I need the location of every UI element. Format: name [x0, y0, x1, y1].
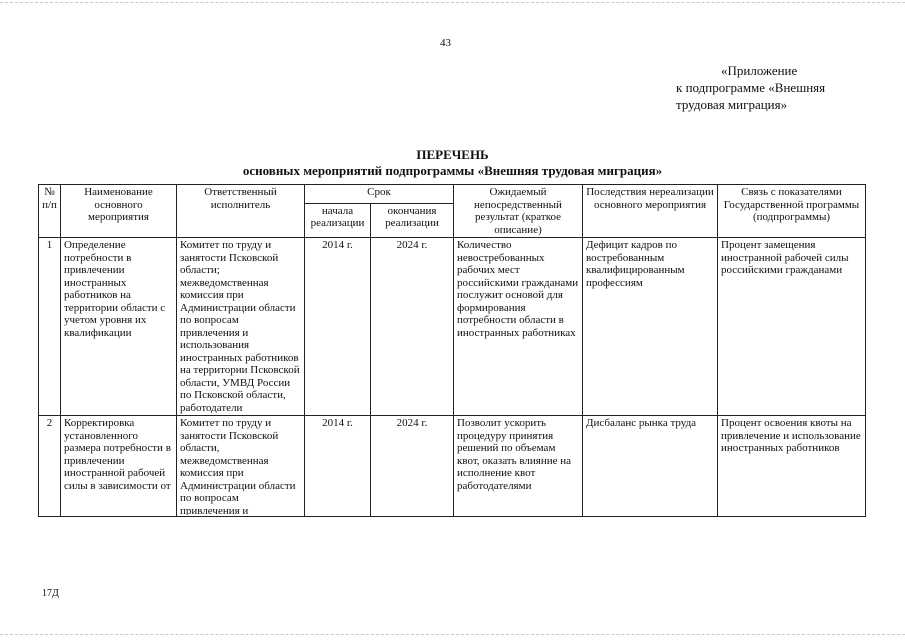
table-row [39, 416, 866, 517]
row-name: Определение потребности в привлечении иностранных работников на территории области с учетом уровня их квалификации [61, 238, 177, 416]
row-start: 2014 г. [305, 238, 371, 416]
row-result: Позволит ускорить процедуру принятия решений по объемам квот, оказать влияние на исполнение квот работодателями [454, 416, 583, 517]
row-link: Процент замещения иностранной рабочей силы российскими гражданами [718, 238, 866, 416]
header-executor: Ответственный исполнитель [177, 185, 305, 238]
scan-edge-bottom [0, 634, 905, 635]
row-num: 2 [39, 416, 61, 517]
row-consequences: Дисбаланс рынка труда [583, 416, 718, 517]
scan-edge-top [0, 2, 905, 3]
row-consequences: Дефицит кадров по востребованным квалифицированным профессиям [583, 238, 718, 416]
row-end: 2024 г. [371, 416, 454, 517]
header-consequences: Последствия нереализации основного мероприятия [583, 185, 718, 238]
appendix-line: «Приложение [721, 63, 798, 78]
footer-code: 17Д [42, 588, 59, 599]
header-end: окончания реализации [371, 203, 454, 237]
header-link: Связь с показателями Государственной программы (подпрограммы) [718, 185, 866, 238]
table-row [39, 238, 866, 416]
row-end: 2024 г. [371, 238, 454, 416]
row-name: Корректировка установленного размера потребности в привлечении иностранной рабочей силы в зависимости от [61, 416, 177, 517]
row-result: Количество невостребованных рабочих мест российскими гражданами послужит основой для формирования потребности области в иностранных работниках [454, 238, 583, 416]
header-start: начала реализации [305, 203, 371, 237]
page-number: 43 [440, 37, 451, 49]
appendix-line: трудовая миграция» [676, 97, 788, 112]
row-start: 2014 г. [305, 416, 371, 517]
header-name: Наименование основного мероприятия [61, 185, 177, 238]
measures-table [38, 184, 866, 517]
appendix-note [676, 62, 866, 113]
row-executor: Комитет по труду и занятости Псковской области, межведомственная комиссия при Администрации области по вопросам привлечения и [177, 416, 305, 517]
row-num: 1 [39, 238, 61, 416]
row-link: Процент освоения квоты на привлечение и использование иностранных работников [718, 416, 866, 517]
header-result: Ожидаемый непосредственный результат (краткое описание) [454, 185, 583, 238]
header-num: № п/п [39, 185, 61, 238]
appendix-line: к подпрограмме «Внешняя [676, 80, 826, 95]
document-title: ПЕРЕЧЕНЬ [416, 147, 489, 162]
document-subtitle: основных мероприятий подпрограммы «Внешняя трудовая миграция» [242, 163, 663, 178]
header-term: Срок [305, 185, 454, 204]
row-executor: Комитет по труду и занятости Псковской области; межведомственная комиссия при Администрации области по вопросам привлечения и использования иностранных работников на территории Псковской области, УМВД России по Псковской области, работодатели [177, 238, 305, 416]
